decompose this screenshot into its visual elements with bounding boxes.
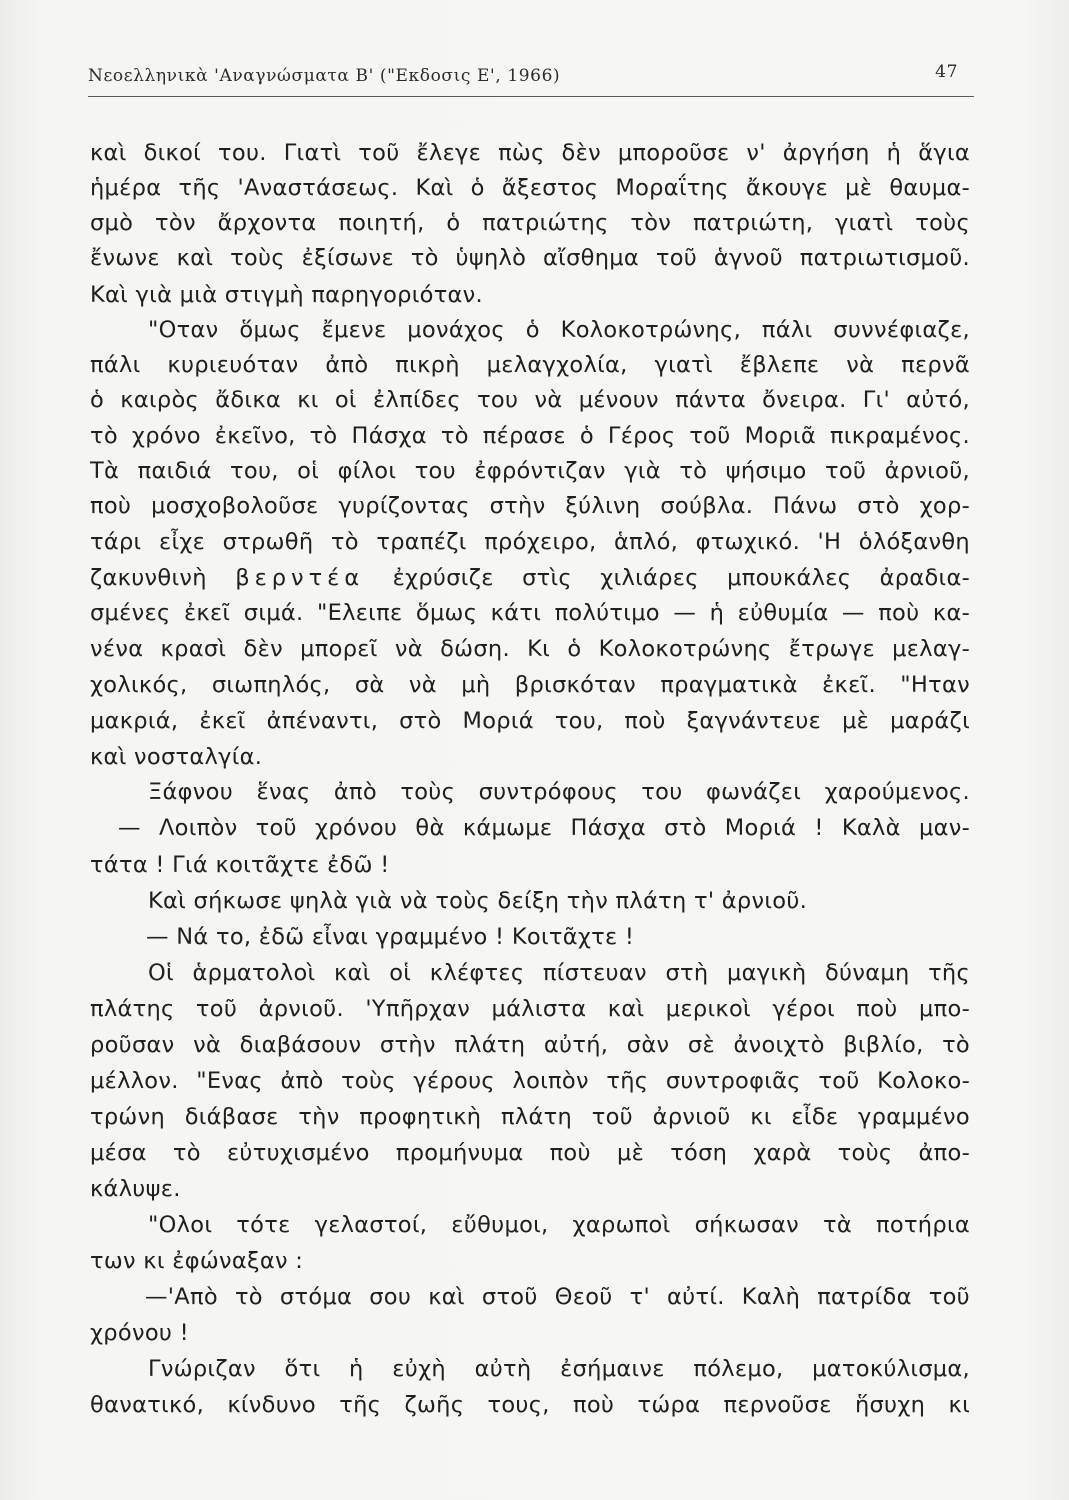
text-line: πλάτης τοῦ ἀρνιοῦ. 'Υπῆρχαν μάλιστα καὶ μερικοὶ γέροι ποὺ μπο-: [90, 996, 970, 1022]
text-line: μέσα τὸ εὐτυχισμένο προμήνυμα ποὺ μὲ τόση χαρὰ τοὺς ἀπο-: [90, 1140, 970, 1166]
text-line: Ξάφνου ἕνας ἀπὸ τοὺς συντρόφους του φωνάζει χαρούμενος.: [148, 779, 970, 805]
text-line: καὶ δικοί του. Γιατὶ τοῦ ἔλεγε πὼς δὲν μποροῦσε ν' ἀργήση ἡ ἅγια: [90, 140, 970, 166]
text-line: κάλυψε.: [90, 1176, 181, 1202]
text-line: —'Απὸ τὸ στόμα σου καὶ στοῦ Θεοῦ τ' αὐτί. Καλὴ πατρίδα τοῦ: [145, 1284, 970, 1310]
text-line: τάτα ! Γιά κοιτᾶχτε ἐδῶ !: [90, 852, 390, 878]
text-segment: ἐχρύσιζε στὶς χιλιάρες μπουκάλες ἀραδια-: [392, 565, 971, 591]
text-line: Καὶ γιὰ μιὰ στιγμὴ παρηγοριόταν.: [90, 282, 484, 308]
text-line: των κι ἐφώναξαν :: [90, 1248, 304, 1274]
text-line: Οἱ ἁρματολοὶ καὶ οἱ κλέφτες πίστευαν στὴ μαγικὴ δύναμη τῆς: [148, 960, 970, 986]
text-line-with-spaced-word: [90, 563, 970, 593]
text-line: σμένες ἐκεῖ σιμά. "Ελειπε ὅμως κάτι πολύτιμο — ἡ εὐθυμία — ποὺ κα-: [90, 600, 970, 626]
spaced-word: βερντέα: [235, 565, 365, 591]
text-line: νένα κρασὶ δὲν μπορεῖ νὰ δώση. Κι ὁ Κολοκοτρώνης ἔτρωγε μελαγ-: [90, 636, 970, 662]
header-title: Νεοελληνικὰ 'Αναγνώσματα Β' ("Εκδοσις Ε', 1966): [88, 66, 561, 86]
text-line: ἔνωνε καὶ τοὺς ἐξίσωνε τὸ ὑψηλὸ αἴσθημα τοῦ ἁγνοῦ πατριωτισμοῦ.: [90, 245, 970, 271]
text-line: χολικός, σιωπηλός, σὰ νὰ μὴ βρισκόταν πραγματικὰ ἐκεῖ. "Ηταν: [90, 672, 970, 698]
text-line: ροῦσαν νὰ διαβάσουν στὴν πλάτη αὐτή, σὰν σὲ ἀνοιχτὸ βιβλίο, τὸ: [90, 1032, 970, 1058]
text-line: "Οταν ὅμως ἔμενε μονάχος ὁ Κολοκοτρώνης, πάλι συννέφιαζε,: [148, 317, 970, 343]
text-line: Καὶ σήκωσε ψηλὰ γιὰ νὰ τοὺς δείξη τὴν πλάτη τ' ἀρνιοῦ.: [148, 888, 808, 914]
page-number: 47: [935, 62, 958, 82]
text-segment: ζακυνθινὴ: [90, 565, 207, 591]
text-line: τάρι εἶχε στρωθῆ τὸ τραπέζι πρόχειρο, ἁπλό, φτωχικό. 'Η ὁλόξανθη: [90, 529, 970, 555]
text-line: τὸ χρόνο ἐκεῖνο, τὸ Πάσχα τὸ πέρασε ὁ Γέρος τοῦ Μοριᾶ πικραμένος.: [90, 423, 970, 449]
text-line: Γνώριζαν ὅτι ἡ εὐχὴ αὐτὴ ἐσήμαινε πόλεμο, ματοκύλισμα,: [148, 1356, 970, 1382]
text-line: πάλι κυριευόταν ἀπὸ πικρὴ μελαγχολία, γιατὶ ἔβλεπε νὰ περνᾶ: [90, 352, 970, 378]
text-line: ὁ καιρὸς ἄδικα κι οἱ ἐλπίδες του νὰ μένουν πάντα ὄνειρα. Γι' αὐτό,: [90, 387, 970, 413]
text-line: — Λοιπὸν τοῦ χρόνου θὰ κάμωμε Πάσχα στὸ Μοριά ! Καλὰ μαν-: [118, 815, 970, 841]
text-line: θανατικό, κίνδυνο τῆς ζωῆς τους, ποὺ τώρα περνοῦσε ἥσυχη κι: [90, 1392, 970, 1418]
text-line: "Ολοι τότε γελαστοί, εὔθυμοι, χαρωποὶ σήκωσαν τὰ ποτήρια: [148, 1212, 970, 1238]
text-line: μέλλον. "Ενας ἀπὸ τοὺς γέρους λοιπὸν τῆς συντροφιᾶς τοῦ Κολοκο-: [90, 1068, 970, 1094]
text-line: μακριά, ἐκεῖ ἀπέναντι, στὸ Μοριά του, ποὺ ξαγνάντευε μὲ μαράζι: [90, 708, 970, 734]
text-line: τρώνη διάβασε τὴν προφητικὴ πλάτη τοῦ ἀρνιοῦ κι εἶδε γραμμένο: [90, 1104, 970, 1130]
text-line: ἡμέρα τῆς 'Αναστάσεως. Καὶ ὁ ἄξεστος Μοραΐτης ἄκουγε μὲ θαυμα-: [90, 175, 970, 201]
text-line: χρόνου !: [90, 1320, 189, 1346]
text-line: — Νά το, ἐδῶ εἶναι γραμμένο ! Κοιτᾶχτε !: [146, 924, 635, 950]
text-line: ποὺ μοσχοβολοῦσε γυρίζοντας στὴν ξύλινη σούβλα. Πάνω στὸ χορ-: [90, 493, 970, 519]
text-line: καὶ νοσταλγία.: [90, 744, 263, 770]
text-line: Τὰ παιδιά του, οἱ φίλοι του ἐφρόντιζαν γιὰ τὸ ψήσιμο τοῦ ἀρνιοῦ,: [90, 458, 970, 484]
text-line: σμὸ τὸν ἄρχοντα ποιητή, ὁ πατριώτης τὸν πατριώτη, γιατὶ τοὺς: [90, 210, 970, 236]
